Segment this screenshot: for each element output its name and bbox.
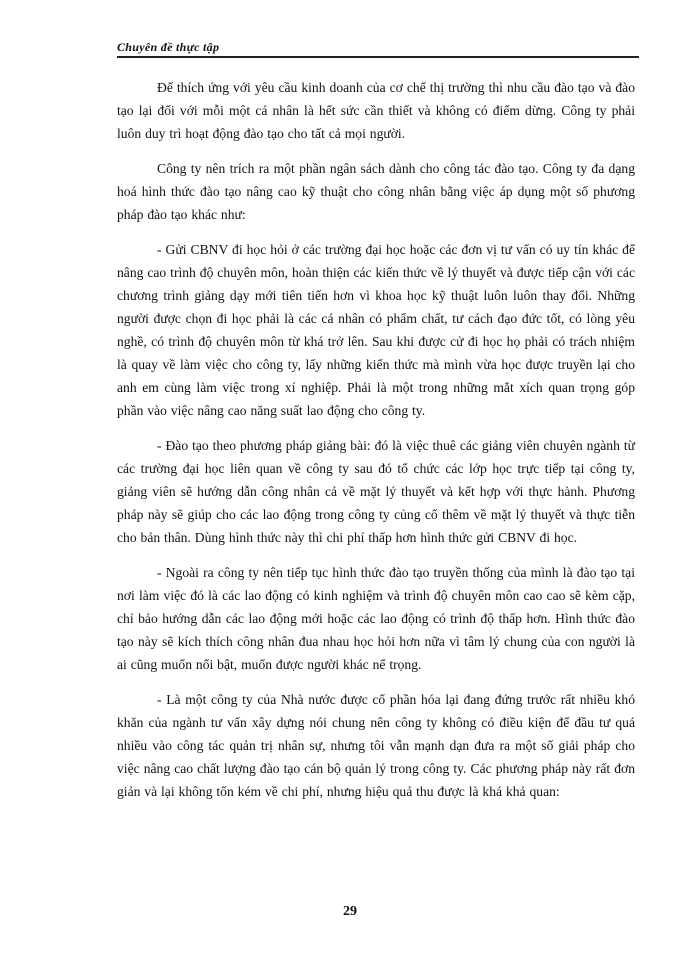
paragraph-on-job-training: - Ngoài ra công ty nên tiếp tục hình thức đào tạo truyền thống của mình là đào tạo tại nơi làm việc đó là các lao động có kinh nghiệm và trình độ chuyên môn cao cao sẽ kèm cặp, chỉ bảo hướng dẫn các lao động mới hoặc các lao động có trình độ thấp hơn. Hình thức đào tạo này sẽ kích thích công nhân đua nhau học hỏi hơn nữa vì tâm lý chung của con người là ai cũng muốn nổi bật, muốn được người khác nể trọng. bbox=[117, 565, 635, 672]
paragraph-send-staff: - Gửi CBNV đi học hỏi ở các trường đại học hoặc các đơn vị tư vấn có uy tín khác để nâng cao trình độ chuyên môn, hoàn thiện các kiến thức về lý thuyết và được tiếp cận với các chương trình giảng dạy mới tiên tiến hơn vì khoa học kỹ thuật luôn luôn thay đổi. Những người được chọn đi học phải là các cá nhân có phẩm chất, tư cách đạo đức tốt, có lòng yêu nghề, có trình độ chuyên môn từ khá trở lên. Sau khi được cử đi học họ phải có trách nhiệm là quay về làm việc cho công ty, lấy những kiến thức mà mình vừa học được truyền lại cho anh em cùng làm việc trong xí nghiệp. Phải là một trong những mắt xích quan trọng góp phần vào việc nâng cao năng suất lao động cho công ty. bbox=[117, 242, 635, 418]
paragraph-lecture-method: - Đào tạo theo phương pháp giảng bài: đó là việc thuê các giảng viên chuyên ngành từ các trường đại học liên quan về công ty sau đó tổ chức các lớp học trực tiếp tại công ty, giảng viên sẽ hướng dẫn công nhân cả về mặt lý thuyết và kết hợp với thực hành. Phương pháp này sẽ giúp cho các lao động trong công ty củng cố thêm về mặt lý thuyết và thực tiễn cho bản thân. Dùng hình thức này thì chi phí thấp hơn hình thức gửi CBNV đi học. bbox=[117, 438, 635, 545]
document-body bbox=[117, 76, 635, 815]
header-title: Chuyên đề thực tập bbox=[117, 40, 220, 54]
paragraph-state-company: - Là một công ty của Nhà nước được cổ phần hóa lại đang đứng trước rất nhiều khó khăn của ngành tư vấn xây dựng nói chung nên công ty không có điều kiện để đầu tư quá nhiều vào công tác quản trị nhân sự, nhưng tôi vẫn mạnh dạn đưa ra một số giải pháp cho việc nâng cao chất lượng đào tạo cán bộ quản lý trong công ty. Các phương pháp này rất đơn giản và lại không tốn kém về chi phí, nhưng hiệu quả thu được là khá khả quan: bbox=[117, 692, 635, 799]
page-header bbox=[117, 38, 639, 58]
page-number: 29 bbox=[343, 904, 357, 919]
paragraph-intro: Để thích ứng với yêu cầu kinh doanh của cơ chế thị trường thì nhu cầu đào tạo và đào tạo lại đối với mỗi một cá nhân là hết sức cần thiết và không có điểm dừng. Công ty phải luôn duy trì hoạt động đào tạo cho tất cả mọi người. bbox=[117, 80, 635, 141]
paragraph-budget: Công ty nên trích ra một phần ngân sách dành cho công tác đào tạo. Công ty đa dạng hoá hình thức đào tạo nâng cao kỹ thuật cho công nhân bằng việc áp dụng một số phương pháp đào tạo khác như: bbox=[117, 161, 635, 222]
